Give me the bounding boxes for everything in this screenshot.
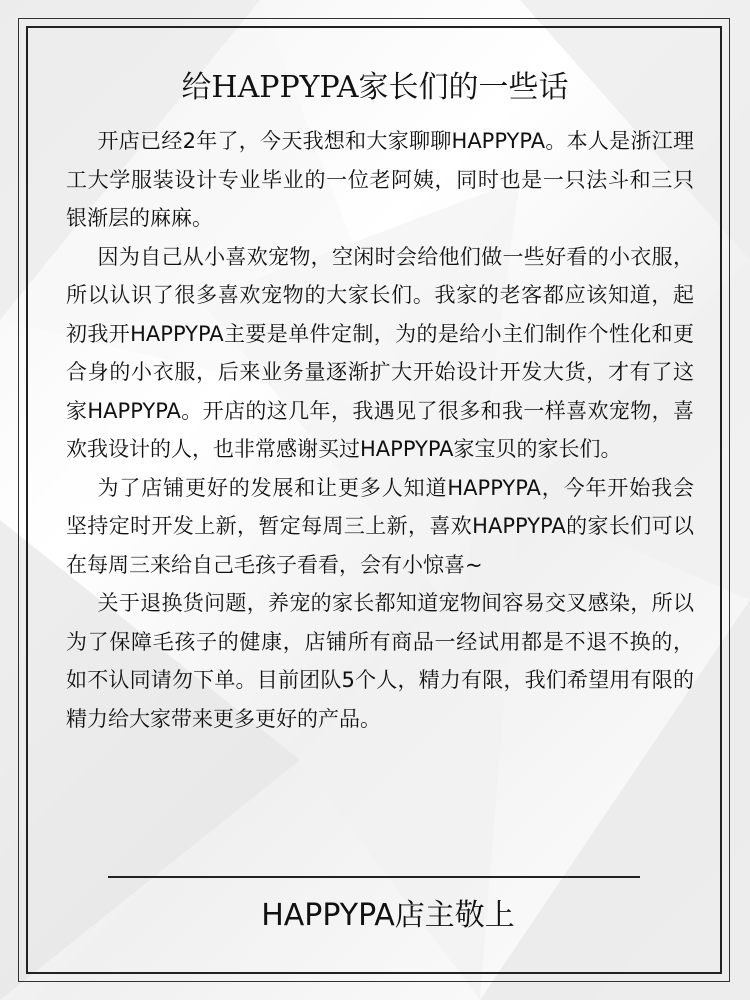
paragraph-intro: 开店已经2年了，今天我想和大家聊聊HAPPYPA。本人是浙江理工大学服装设计专业毕业的一位老阿姨，同时也是一只法斗和三只银渐层的麻麻。: [66, 129, 694, 230]
paragraph-new-arrivals: 为了店铺更好的发展和让更多人知道HAPPYPA，今年开始我会坚持定时开发上新，暂定每周三上新，喜欢HAPPYPA的家长们可以在每周三来给自己毛孩子看看，会有小惊喜~: [66, 475, 694, 577]
paragraph-story: 因为自己从小喜欢宠物，空闲时会给他们做一些好看的小衣服，所以认识了很多喜欢宠物的大家长们。我家的老客都应该知道，起初我开HAPPYPA主要是单件定制，为的是给小主们制作个性化和更合身的小衣服，后来业务量逐渐扩大开始设计开发大货，才有了这家HAPPYPA。开店的这几年，我遇见了很多和我一样喜欢宠物，喜欢我设计的人，也非常感谢买过HAPPYPA家宝贝的家长们。: [66, 244, 694, 461]
signature: HAPPYPA店主敬上: [261, 898, 515, 933]
letter-title: 给HAPPYPA家长们的一些话: [181, 70, 569, 105]
paragraph-returns-policy: 关于退换货问题，养宠的家长都知道宠物间容易交叉感染，所以为了保障毛孩子的健康，店铺所有商品一经试用都是不退不换的，如不认同请勿下单。目前团队5个人，精力有限，我们希望用有限的精力给大家带来更多更好的产品。: [66, 591, 694, 731]
letter-body: [66, 122, 694, 738]
signature-divider: [108, 876, 640, 878]
